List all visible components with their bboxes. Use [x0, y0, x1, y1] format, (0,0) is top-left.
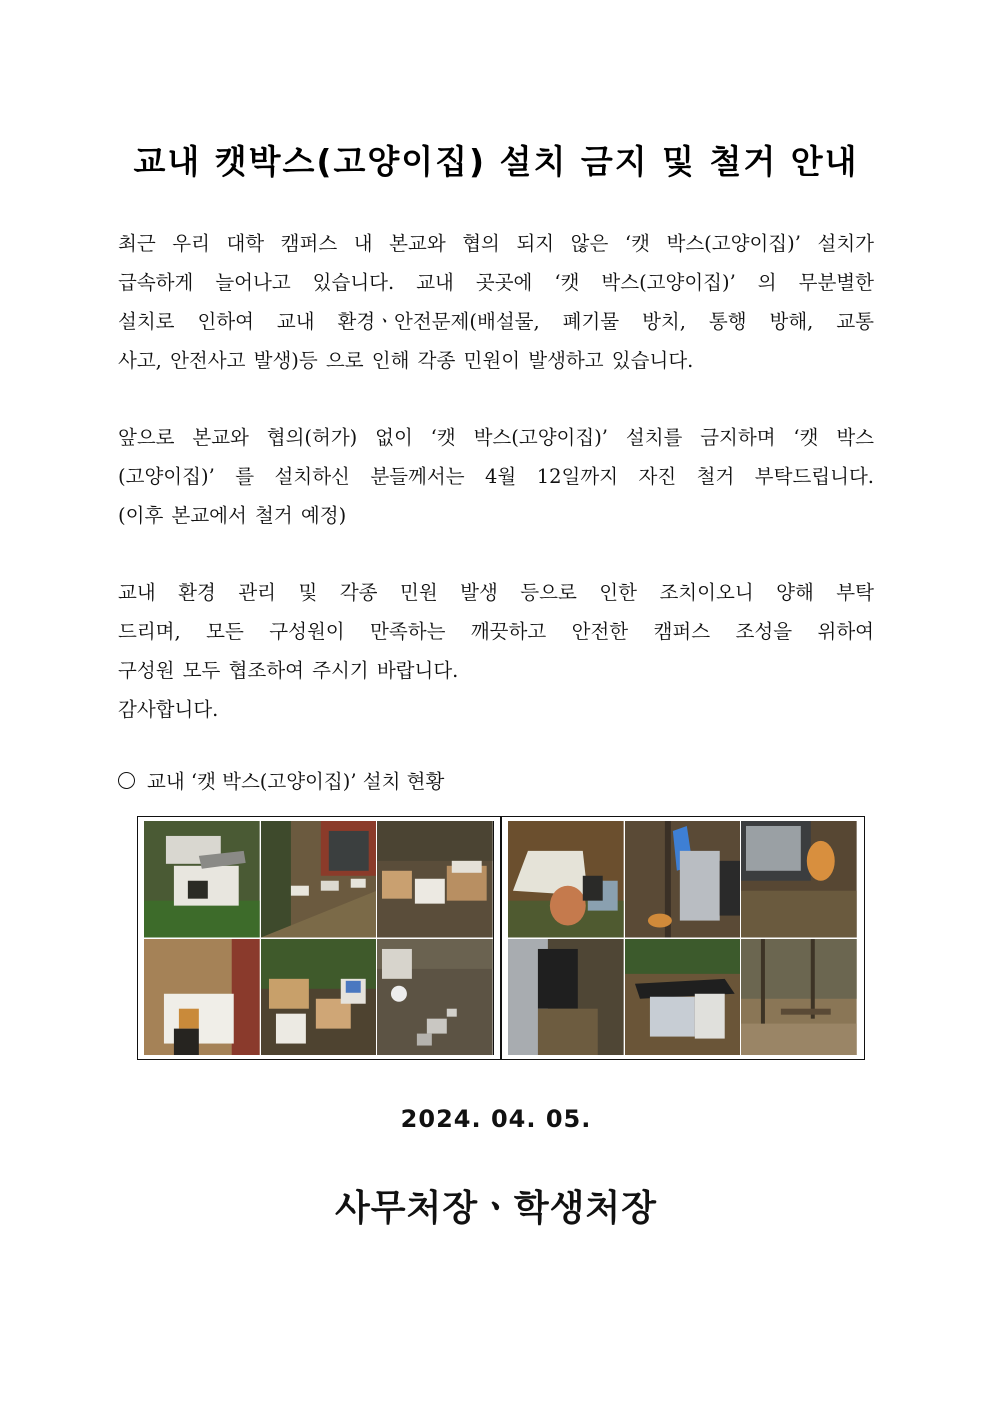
paragraph-line: 급속하게 늘어나고 있습니다. 교내 곳곳에 ‘캣 박스(고양이집)’ 의 무분별한: [118, 271, 874, 294]
status-heading-text: 교내 ‘캣 박스(고양이집)’ 설치 현황: [147, 770, 445, 793]
cat-box-photo: [741, 821, 857, 938]
photo-grid-right: [508, 821, 857, 1055]
cat-box-photo: [144, 939, 260, 1056]
paragraph-line: (이후 본교에서 철거 예정): [118, 504, 347, 527]
cat-box-photo: [741, 939, 857, 1056]
document-date: 2024. 04. 05.: [400, 1105, 592, 1133]
paragraph-line: 구성원 모두 협조하여 주시기 바랍니다.: [118, 659, 459, 682]
page-title: 교내 캣박스(고양이집) 설치 금지 및 철거 안내: [133, 142, 859, 181]
paragraph-line: 사고, 안전사고 발생)등 으로 인해 각종 민원이 발생하고 있습니다.: [118, 349, 694, 372]
photo-grid-left: [144, 821, 494, 1055]
paragraph-line: 감사합니다.: [118, 698, 219, 721]
paragraph-line: 드리며, 모든 구성원이 만족하는 깨끗하고 안전한 캠퍼스 조성을 위하여: [118, 620, 874, 643]
paragraph-line: 최근 우리 대학 캠퍼스 내 본교와 협의 되지 않은 ‘캣 박스(고양이집)’ 설치가: [118, 232, 874, 255]
cat-box-photo: [625, 939, 741, 1056]
paragraph-line: 앞으로 본교와 협의(허가) 없이 ‘캣 박스(고양이집)’ 설치를 금지하며 ‘캣 박스: [118, 426, 874, 449]
paragraph-line: 설치로 인하여 교내 환경ㆍ안전문제(배설물, 폐기물 방치, 통행 방해, 교통: [118, 310, 874, 333]
cat-box-photo: [377, 939, 493, 1056]
cat-box-photo: [144, 821, 260, 938]
cat-box-photo: [261, 821, 377, 938]
paragraph-2: [118, 418, 874, 535]
status-heading: [118, 766, 444, 794]
cat-box-photo: [625, 821, 741, 938]
paragraph-3: [118, 573, 874, 729]
photo-collage: [137, 816, 865, 1060]
paragraph-line: 교내 환경 관리 및 각종 민원 발생 등으로 인한 조치이오니 양해 부탁: [118, 581, 874, 604]
paragraph-line: (고양이집)’ 를 설치하신 분들께서는 4월 12일까지 자진 철거 부탁드립니다.: [118, 465, 874, 488]
cat-box-photo: [261, 939, 377, 1056]
collage-divider: [500, 817, 502, 1059]
cat-box-photo: [508, 939, 624, 1056]
circle-bullet-icon: [118, 772, 135, 789]
cat-box-photo: [508, 821, 624, 938]
signer-name: 사무처장ㆍ학생처장: [335, 1188, 657, 1229]
paragraph-1: [118, 224, 874, 380]
cat-box-photo: [377, 821, 493, 938]
